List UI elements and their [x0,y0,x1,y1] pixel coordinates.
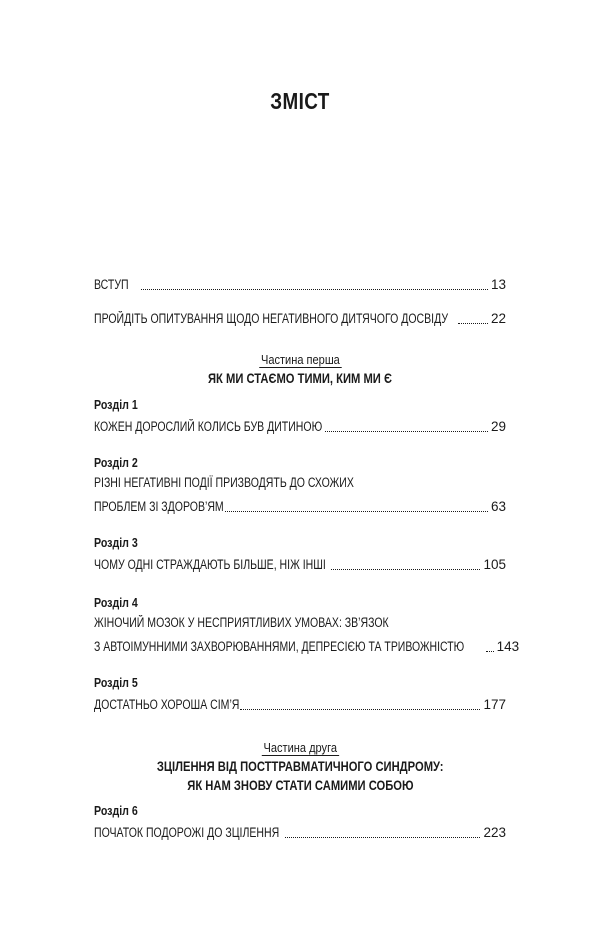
toc-entry-text: ДОСТАТНЬО ХОРОША СІМ’Я [94,697,240,712]
toc-entry-text: ПРОБЛЕМ ЗІ ЗДОРОВ’ЯМ [94,499,224,514]
chapter-label: Розділ 6 [94,804,138,818]
toc-entry-chapter-1[interactable] [94,416,506,436]
page-number: 177 [483,697,506,712]
chapter-label: Розділ 2 [94,456,138,470]
chapter-label: Розділ 3 [94,536,138,550]
chapter-label: Розділ 4 [94,596,138,610]
part-title: ЗЦІЛЕННЯ ВІД ПОСТТРАВМАТИЧНОГО СИНДРОМУ: [156,758,444,774]
leader-dots [225,511,488,512]
toc-entry-survey[interactable] [94,308,506,328]
toc-entry-chapter-6[interactable] [94,822,506,842]
leader-dots [285,837,480,838]
page-number: 29 [490,419,506,434]
leader-dots [486,651,494,652]
page-number: 105 [483,557,506,572]
toc-entry-chapter-4-line-1[interactable]: ЖІНОЧИЙ МОЗОК У НЕСПРИЯТЛИВИХ УМОВАХ: ЗВ’ЯЗОК [94,615,389,630]
toc-entry-text: З АВТОІМУННИМИ ЗАХВОРЮВАННЯМИ, ДЕПРЕСІЄЮ ТА ТРИВОЖНІСТЮ [94,639,465,654]
page-number: 143 [496,639,520,654]
toc-entry-intro[interactable] [94,274,506,294]
toc-entry-text: ЧОМУ ОДНІ СТРАЖДАЮТЬ БІЛЬШЕ, НІЖ ІНШІ [94,557,326,572]
toc-entry-text: КОЖЕН ДОРОСЛИЙ КОЛИСЬ БУВ ДИТИНОЮ [94,419,323,434]
part-title: ЯК МИ СТАЄМО ТИМИ, КИМ МИ Є [208,370,392,386]
toc-entry-chapter-5[interactable] [94,694,506,714]
page-number: 223 [483,825,506,840]
leader-dots [240,709,480,710]
page-number: 13 [490,277,506,292]
toc-entry-chapter-2[interactable] [94,496,506,516]
leader-dots [458,323,488,324]
part-title-line-2: ЯК НАМ ЗНОВУ СТАТИ САМИМИ СОБОЮ [186,777,414,793]
toc-entry-text: ВСТУП [94,277,129,292]
leader-dots [325,431,488,432]
toc-entry-chapter-3[interactable] [94,554,506,574]
chapter-label: Розділ 1 [94,398,138,412]
toc-entry-chapter-2-line-1[interactable]: РІЗНІ НЕГАТИВНІ ПОДІЇ ПРИЗВОДЯТЬ ДО СХОЖИХ [94,475,354,490]
leader-dots [331,569,480,570]
page-title: ЗМІСТ [270,88,330,114]
toc-entry-chapter-4[interactable] [94,636,520,656]
leader-dots [141,289,488,290]
page-number: 22 [490,311,506,326]
page-number: 63 [490,499,506,514]
part-label: Частина друга [263,740,337,755]
toc-entry-text: ПОЧАТОК ПОДОРОЖІ ДО ЗЦІЛЕННЯ [94,825,280,840]
part-label: Частина перша [260,352,340,367]
toc-entry-text: ПРОЙДІТЬ ОПИТУВАННЯ ЩОДО НЕГАТИВНОГО ДИТЯЧОГО ДОСВІДУ [94,311,449,326]
chapter-label: Розділ 5 [94,676,138,690]
